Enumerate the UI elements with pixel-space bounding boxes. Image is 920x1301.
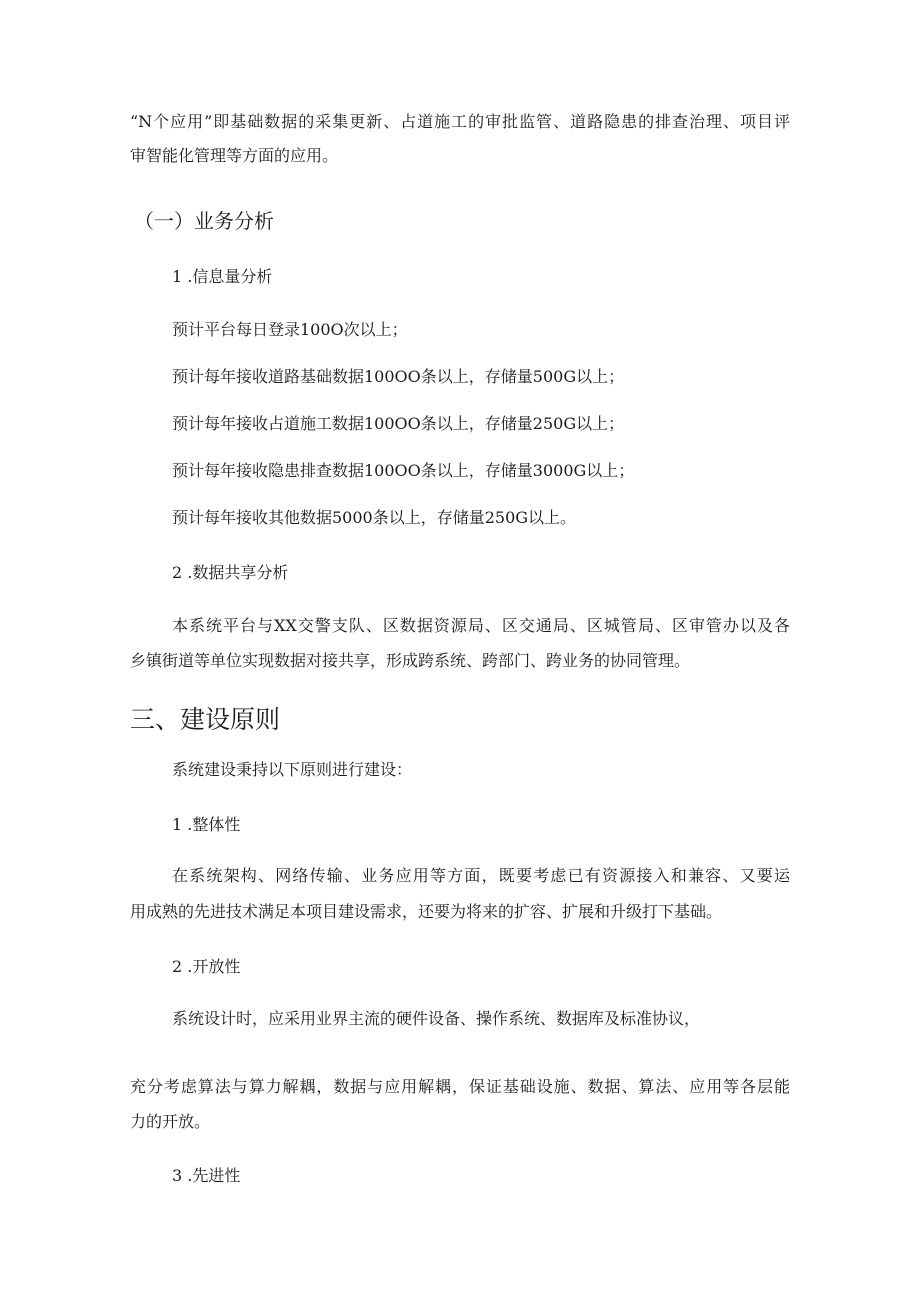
item-title-data-sharing: 2 .数据共享分析 — [172, 563, 289, 582]
info-line-1: 预计平台每日登录100O次以上； — [172, 320, 408, 339]
section-heading-construction-principles: 三、建设原则 — [130, 705, 281, 734]
sharing-line-2: 乡镇街道等单位实现数据对接共享，形成跨系统、跨部门、跨业务的协同管理。 — [130, 651, 691, 670]
item-title-information-volume: 1 .信息量分析 — [172, 267, 273, 286]
item-title-integrity: 1 .整体性 — [172, 815, 241, 834]
info-line-5: 预计每年接收其他数据5000条以上，存储量250G以上。 — [172, 508, 577, 527]
item-title-advancement: 3 .先进性 — [172, 1166, 241, 1185]
info-line-2: 预计每年接收道路基础数据100OO条以上，存储量500G以上； — [172, 367, 625, 386]
info-line-4: 预计每年接收隐患排查数据100OO条以上，存储量3000G以上； — [172, 461, 635, 480]
info-line-3: 预计每年接收占道施工数据100OO条以上，存储量250G以上； — [172, 414, 625, 433]
openness-line-1: 系统设计时，应采用业界主流的硬件设备、操作系统、数据库及标准协议， — [172, 1009, 701, 1028]
sharing-line-1: 本系统平台与XX交警支队、区数据资源局、区交通局、区城管局、区审管办以及各 — [172, 616, 790, 635]
intro-line-1: “N个应用”即基础数据的采集更新、占道施工的审批监管、道路隐患的排查治理、项目评 — [130, 112, 790, 131]
section-heading-business-analysis: （一）业务分析 — [134, 209, 274, 233]
intro-line-2: 审智能化管理等方面的应用。 — [130, 146, 339, 165]
openness-line-3: 力的开放。 — [130, 1112, 211, 1131]
item-title-openness: 2 .开放性 — [172, 957, 241, 976]
integrity-line-1: 在系统架构、网络传输、业务应用等方面，既要考虑已有资源接入和兼容、又要运 — [172, 866, 790, 885]
openness-line-2: 充分考虑算法与算力解耦，数据与应用解耦，保证基础设施、数据、算法、应用等各层能 — [130, 1077, 790, 1096]
integrity-line-2: 用成熟的先进技术满足本项目建设需求，还要为将来的扩容、扩展和升级打下基础。 — [130, 902, 723, 921]
principles-intro: 系统建设秉持以下原则进行建设： — [172, 760, 413, 779]
